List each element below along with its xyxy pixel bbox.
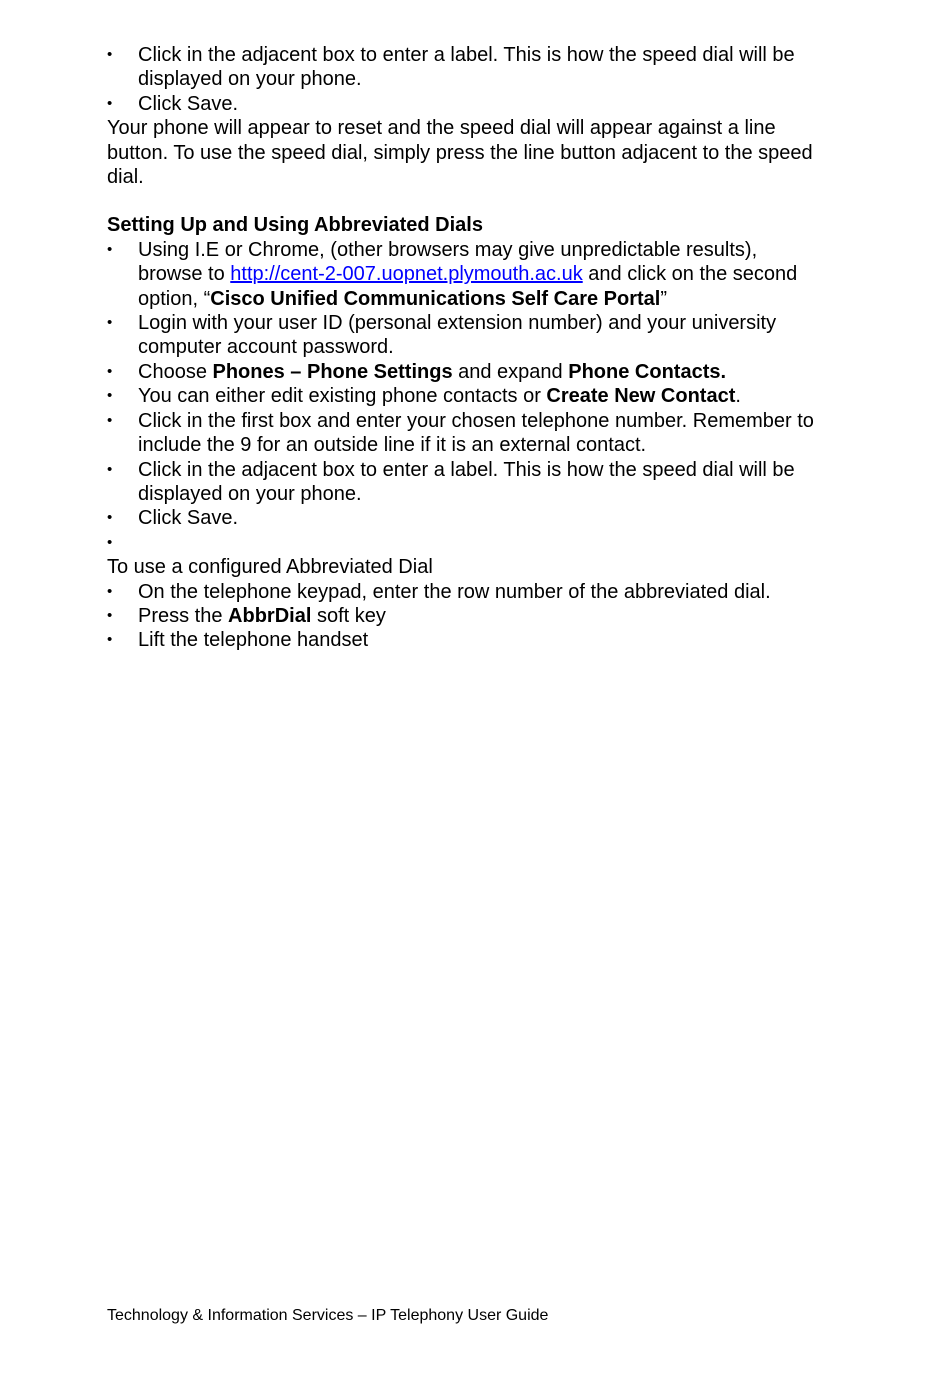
list-item-text-post: ” [660,287,668,310]
list-item-text-mid: and click on the second option, “ [138,263,798,310]
list-item-text-pre: Using I.E or Chrome, (other browsers may give unpredictable results), browse to [138,238,758,286]
usage-intro: To use a configured Abbreviated Dial [107,556,433,579]
list-item [107,360,827,384]
list-item-text-post: soft key [311,604,386,627]
abbreviated-dial-setup-list [107,238,827,555]
bullet-icon [107,604,119,628]
list-item [107,409,827,458]
list-item [107,311,827,360]
list-item [107,238,827,311]
list-item-text: Click in the adjacent box to enter a label. This is how the speed dial will be displayed on your phone. [138,458,795,505]
list-item [107,506,827,530]
list-item-text: Click Save. [138,507,239,530]
speed-dial-steps-list [107,43,827,116]
list-item-text-mid: and expand [452,360,569,383]
portal-link[interactable]: http://cent-2-007.uopnet.plymouth.ac.uk [230,263,583,286]
list-item [107,384,827,408]
abbreviated-dial-usage-list [107,580,827,653]
list-item-text-pre: Press the [138,604,229,627]
list-item [107,92,827,116]
bullet-icon [107,506,119,530]
bullet-icon [107,311,119,335]
list-item [107,580,827,604]
bullet-icon [107,92,119,116]
bullet-icon [107,43,119,67]
bullet-icon [107,628,119,652]
bullet-icon [107,580,119,604]
menu-separator: – [284,360,307,383]
list-item [107,628,827,652]
page-footer: Technology & Information Services – IP Telephony User Guide [107,1307,549,1324]
bullet-icon [107,458,119,482]
bullet-icon [107,531,119,555]
bullet-icon [107,238,119,262]
list-item-text: On the telephone keypad, enter the row number of the abbreviated dial. [138,580,771,603]
paragraph-spacer [107,189,827,213]
list-item-text-pre: Choose [138,360,213,383]
list-item-text: Click in the first box and enter your chosen telephone number. Remember to include the 9 for an outside line if it is an external contact. [138,409,814,457]
menu-phone-settings: Phone Settings [307,360,453,383]
list-item [107,604,827,628]
create-new-contact-label: Create New Contact [546,385,736,408]
speed-dial-paragraph: Your phone will appear to reset and the speed dial will appear against a line button. To use the speed dial, simply press the line button adjacent to the speed dial. [107,117,813,189]
bullet-icon [107,384,119,408]
list-item-text-pre: You can either edit existing phone contacts or [138,385,547,408]
list-item-empty [107,531,827,555]
list-item-text: Login with your user ID (personal extension number) and your university computer account password. [138,312,777,359]
section-heading: Setting Up and Using Abbreviated Dials [107,214,483,237]
list-item [107,43,827,92]
list-item-text: Click in the adjacent box to enter a label. This is how the speed dial will be displayed on your phone. [138,44,795,91]
menu-phone-contacts: Phone Contacts. [568,360,727,383]
bullet-icon [107,409,119,433]
list-item-text: Lift the telephone handset [138,629,369,652]
list-item-text-post: . [735,385,741,408]
bullet-icon [107,360,119,384]
abbrdial-key-label: AbbrDial [228,604,312,627]
portal-name: Cisco Unified Communications Self Care Portal [210,287,661,310]
list-item [107,458,827,507]
menu-phones: Phones [212,360,285,383]
document-page [107,43,827,653]
list-item-text: Click Save. [138,92,239,115]
